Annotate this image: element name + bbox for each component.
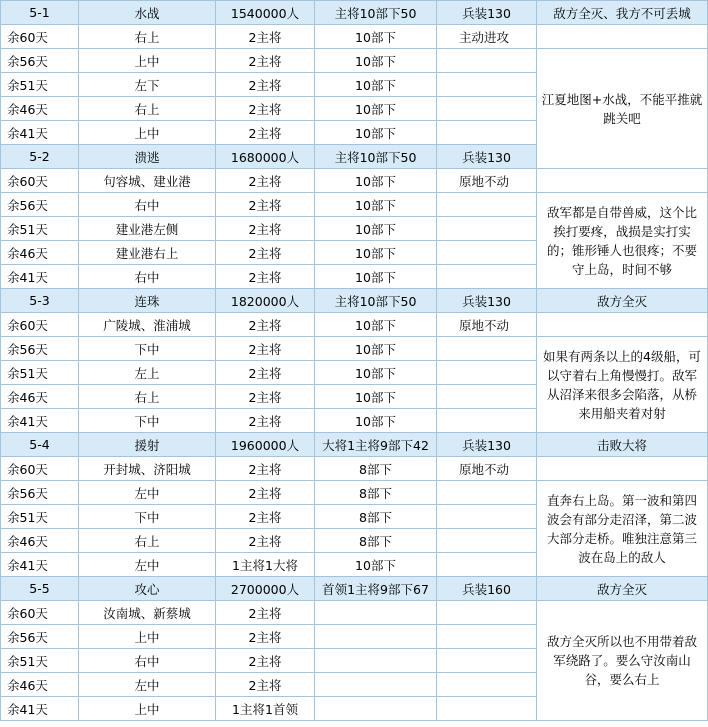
wave-position: 左中	[79, 553, 216, 577]
wave-enemy-subordinates	[315, 601, 437, 625]
wave-enemy-commanders: 2主将	[216, 217, 315, 241]
wave-day: 余51天	[1, 505, 79, 529]
wave-enemy-commanders: 2主将	[216, 385, 315, 409]
stage-name: 援射	[79, 433, 216, 457]
stage-troops: 1540000人	[216, 1, 315, 25]
wave-position: 右中	[79, 265, 216, 289]
stage-commanders: 主将10部下50	[315, 289, 437, 313]
stage-victory-condition: 敌方全灭	[537, 289, 708, 313]
stage-equipment: 兵装130	[437, 1, 537, 25]
stage-equipment: 兵装130	[437, 433, 537, 457]
stage-commanders: 主将10部下50	[315, 145, 437, 169]
stage-equipment: 兵装130	[437, 145, 537, 169]
stage-id: 5-5	[1, 577, 79, 601]
wave-action	[437, 193, 537, 217]
wave-action: 原地不动	[437, 457, 537, 481]
wave-day: 余60天	[1, 169, 79, 193]
wave-day: 余41天	[1, 409, 79, 433]
wave-enemy-subordinates	[315, 625, 437, 649]
wave-enemy-commanders: 2主将	[216, 481, 315, 505]
wave-day: 余56天	[1, 625, 79, 649]
stage-name: 连珠	[79, 289, 216, 313]
wave-row	[1, 193, 708, 217]
wave-enemy-commanders: 1主将1大将	[216, 553, 315, 577]
wave-enemy-commanders: 2主将	[216, 265, 315, 289]
wave-enemy-commanders: 2主将	[216, 49, 315, 73]
wave-day: 余51天	[1, 217, 79, 241]
wave-enemy-subordinates: 10部下	[315, 121, 437, 145]
wave-enemy-subordinates: 10部下	[315, 553, 437, 577]
stage-strategy-note: 敌军都是自带兽威，这个比挨打要疼，战损是实打实的；锥形锤人也很疼；不要守上岛，时间不够	[537, 193, 708, 289]
wave-enemy-subordinates: 10部下	[315, 25, 437, 49]
wave-enemy-subordinates: 10部下	[315, 73, 437, 97]
wave-row	[1, 25, 708, 49]
wave-action	[437, 217, 537, 241]
wave-position: 左中	[79, 673, 216, 697]
wave-position: 右中	[79, 649, 216, 673]
wave-action	[437, 265, 537, 289]
stage-id: 5-4	[1, 433, 79, 457]
wave-enemy-subordinates: 10部下	[315, 169, 437, 193]
wave-action	[437, 73, 537, 97]
wave-action	[437, 697, 537, 721]
wave-enemy-commanders: 2主将	[216, 649, 315, 673]
wave-enemy-commanders: 2主将	[216, 241, 315, 265]
wave-enemy-commanders: 2主将	[216, 361, 315, 385]
stage-strategy-note: 江夏地图+水战，不能平推就跳关吧	[537, 49, 708, 169]
wave-position: 右中	[79, 193, 216, 217]
wave-action	[437, 505, 537, 529]
wave-day: 余60天	[1, 457, 79, 481]
wave-position: 广陵城、淮浦城	[79, 313, 216, 337]
wave-enemy-commanders: 1主将1首领	[216, 697, 315, 721]
wave-position: 句容城、建业港	[79, 169, 216, 193]
wave-action	[437, 385, 537, 409]
wave-day: 余51天	[1, 73, 79, 97]
wave-action	[437, 409, 537, 433]
stage-header-row	[1, 1, 708, 25]
wave-day: 余46天	[1, 97, 79, 121]
wave-enemy-subordinates: 8部下	[315, 457, 437, 481]
wave-enemy-subordinates: 10部下	[315, 217, 437, 241]
wave-enemy-subordinates: 10部下	[315, 385, 437, 409]
wave-day: 余60天	[1, 25, 79, 49]
wave-day: 余56天	[1, 49, 79, 73]
wave-enemy-commanders: 2主将	[216, 529, 315, 553]
wave-action	[437, 241, 537, 265]
wave-enemy-commanders: 2主将	[216, 193, 315, 217]
wave-day: 余46天	[1, 241, 79, 265]
wave-position: 左中	[79, 481, 216, 505]
wave-position: 上中	[79, 697, 216, 721]
wave-enemy-commanders: 2主将	[216, 505, 315, 529]
stage-victory-condition: 敌方全灭	[537, 577, 708, 601]
wave-enemy-commanders: 2主将	[216, 457, 315, 481]
wave-enemy-commanders: 2主将	[216, 25, 315, 49]
wave-enemy-commanders: 2主将	[216, 97, 315, 121]
wave-action	[437, 121, 537, 145]
wave-enemy-subordinates: 10部下	[315, 97, 437, 121]
stage-header-row	[1, 433, 708, 457]
wave-position: 下中	[79, 337, 216, 361]
wave-action	[437, 481, 537, 505]
wave-day: 余46天	[1, 385, 79, 409]
stage-victory-condition: 击败大将	[537, 433, 708, 457]
stage-id: 5-1	[1, 1, 79, 25]
wave-enemy-commanders: 2主将	[216, 121, 315, 145]
empty-cell	[537, 313, 708, 337]
wave-enemy-commanders: 2主将	[216, 313, 315, 337]
wave-enemy-subordinates: 10部下	[315, 409, 437, 433]
wave-enemy-subordinates: 10部下	[315, 337, 437, 361]
stage-troops: 1680000人	[216, 145, 315, 169]
stage-name: 水战	[79, 1, 216, 25]
wave-row	[1, 169, 708, 193]
wave-day: 余56天	[1, 481, 79, 505]
wave-row	[1, 337, 708, 361]
wave-enemy-commanders: 2主将	[216, 625, 315, 649]
wave-position: 上中	[79, 49, 216, 73]
empty-cell	[537, 457, 708, 481]
wave-day: 余60天	[1, 313, 79, 337]
stage-troops: 1820000人	[216, 289, 315, 313]
wave-position: 建业港右上	[79, 241, 216, 265]
wave-row	[1, 313, 708, 337]
wave-position: 右上	[79, 529, 216, 553]
wave-position: 下中	[79, 505, 216, 529]
wave-enemy-subordinates: 10部下	[315, 49, 437, 73]
wave-enemy-commanders: 2主将	[216, 601, 315, 625]
stage-strategy-note: 如果有两条以上的4级船，可以守着右上角慢慢打。敌军从沼泽来很多会陷落，从桥来用船夹着对射	[537, 337, 708, 433]
wave-position: 上中	[79, 625, 216, 649]
wave-row	[1, 481, 708, 505]
wave-enemy-commanders: 2主将	[216, 169, 315, 193]
wave-enemy-subordinates: 10部下	[315, 265, 437, 289]
wave-enemy-commanders: 2主将	[216, 337, 315, 361]
stage-header-row	[1, 577, 708, 601]
wave-enemy-subordinates	[315, 649, 437, 673]
wave-day: 余56天	[1, 193, 79, 217]
wave-enemy-subordinates: 10部下	[315, 193, 437, 217]
wave-enemy-subordinates	[315, 697, 437, 721]
wave-position: 开封城、济阳城	[79, 457, 216, 481]
wave-enemy-commanders: 2主将	[216, 73, 315, 97]
wave-day: 余56天	[1, 337, 79, 361]
wave-enemy-subordinates	[315, 673, 437, 697]
empty-cell	[537, 25, 708, 49]
wave-day: 余41天	[1, 553, 79, 577]
wave-enemy-subordinates: 10部下	[315, 241, 437, 265]
stage-commanders: 大将1主将9部下42	[315, 433, 437, 457]
wave-position: 右上	[79, 97, 216, 121]
wave-action	[437, 673, 537, 697]
wave-position: 左下	[79, 73, 216, 97]
wave-day: 余41天	[1, 697, 79, 721]
wave-position: 右上	[79, 25, 216, 49]
wave-day: 余60天	[1, 601, 79, 625]
wave-action: 原地不动	[437, 313, 537, 337]
wave-position: 汝南城、新蔡城	[79, 601, 216, 625]
wave-day: 余51天	[1, 361, 79, 385]
stage-name: 攻心	[79, 577, 216, 601]
wave-position: 右上	[79, 385, 216, 409]
wave-enemy-subordinates: 10部下	[315, 313, 437, 337]
wave-action: 原地不动	[437, 169, 537, 193]
stage-strategy-note: 直奔右上岛。第一波和第四波会有部分走沼泽，第二波大部分走桥。唯独注意第三波在岛上的敌人	[537, 481, 708, 577]
wave-row	[1, 49, 708, 73]
wave-position: 左上	[79, 361, 216, 385]
wave-day: 余41天	[1, 121, 79, 145]
wave-enemy-subordinates: 8部下	[315, 529, 437, 553]
wave-row	[1, 457, 708, 481]
stage-commanders: 首领1主将9部下67	[315, 577, 437, 601]
stage-name: 溃逃	[79, 145, 216, 169]
wave-enemy-subordinates: 10部下	[315, 361, 437, 385]
stage-commanders: 主将10部下50	[315, 1, 437, 25]
wave-row	[1, 601, 708, 625]
stage-victory-condition: 敌方全灭、我方不可丢城	[537, 1, 708, 25]
wave-action	[437, 529, 537, 553]
stage-id: 5-2	[1, 145, 79, 169]
wave-day: 余41天	[1, 265, 79, 289]
wave-enemy-subordinates: 8部下	[315, 481, 437, 505]
wave-action	[437, 97, 537, 121]
wave-action	[437, 649, 537, 673]
wave-position: 上中	[79, 121, 216, 145]
wave-day: 余46天	[1, 529, 79, 553]
stage-strategy-note: 敌方全灭所以也不用带着敌军绕路了。要么守汝南山谷，要么右上	[537, 601, 708, 721]
wave-action: 主动进攻	[437, 25, 537, 49]
wave-action	[437, 553, 537, 577]
stage-id: 5-3	[1, 289, 79, 313]
stage-troops: 2700000人	[216, 577, 315, 601]
stage-equipment: 兵装160	[437, 577, 537, 601]
wave-enemy-commanders: 2主将	[216, 673, 315, 697]
empty-cell	[537, 169, 708, 193]
wave-day: 余51天	[1, 649, 79, 673]
wave-action	[437, 337, 537, 361]
wave-day: 余46天	[1, 673, 79, 697]
wave-enemy-commanders: 2主将	[216, 409, 315, 433]
wave-action	[437, 625, 537, 649]
wave-action	[437, 361, 537, 385]
wave-action	[437, 49, 537, 73]
wave-action	[437, 601, 537, 625]
stage-troops: 1960000人	[216, 433, 315, 457]
stage-equipment: 兵装130	[437, 289, 537, 313]
stage-header-row	[1, 289, 708, 313]
wave-enemy-subordinates: 8部下	[315, 505, 437, 529]
wave-position: 下中	[79, 409, 216, 433]
wave-position: 建业港左侧	[79, 217, 216, 241]
